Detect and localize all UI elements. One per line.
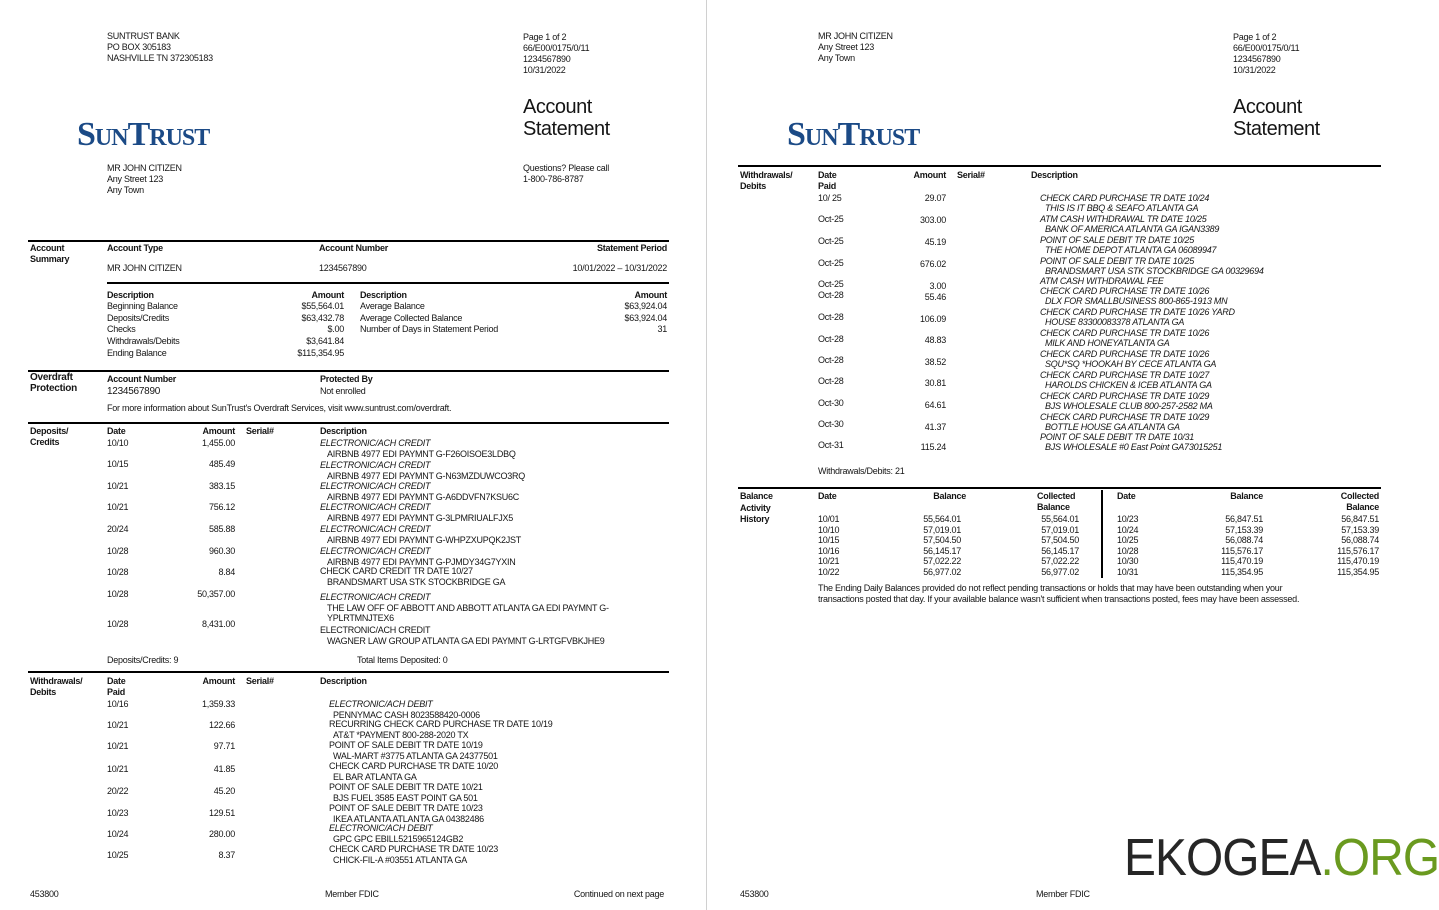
balance-date: 10/21	[818, 556, 840, 567]
total-items-deposited: Total Items Deposited: 0	[357, 655, 448, 665]
date-header: Date	[1117, 491, 1136, 501]
transaction-amount: 55.46	[924, 292, 946, 302]
collected-header: Balance	[1346, 502, 1379, 512]
summary-amount: 31	[657, 324, 667, 335]
statement-title: Account	[1233, 96, 1302, 118]
transaction-amount: 485.49	[208, 459, 235, 469]
customer-address-line: Any Town	[107, 185, 144, 195]
balance-amount: 56,977.02	[923, 567, 961, 577]
serial-header: Serial#	[957, 170, 985, 180]
transaction-description: CHICK-FIL-A #03551 ATLANTA GA	[333, 854, 467, 865]
summary-divider	[28, 240, 669, 242]
transaction-amount: 8,431.00	[201, 619, 235, 629]
balance-amount: 115,576.17	[1221, 545, 1263, 556]
transaction-date: 10/28	[107, 589, 129, 599]
transaction-description: ATM CASH WITHDRAWAL TR DATE 10/25	[1040, 214, 1207, 224]
transaction-description: AT&T *PAYMENT 800-288-2020 TX	[333, 729, 469, 740]
date-header: Paid	[818, 181, 837, 191]
balance-disclaimer: The Ending Daily Balances provided do not reflect pending transactions or holds that may have been outstanding when your	[818, 583, 1283, 593]
transaction-description: ELECTRONIC/ACH CREDIT	[320, 460, 431, 470]
transaction-description: BJS WHOLESALE #0 East Point GA73015251	[1045, 442, 1223, 453]
amount-header: Amount	[913, 170, 946, 180]
transaction-description: RECURRING CHECK CARD PURCHASE TR DATE 10/19	[329, 719, 553, 729]
transaction-date: Oct-28	[818, 290, 844, 300]
summary-amount: $63,924.04	[624, 301, 667, 311]
balance-amount: 56,847.51	[1225, 514, 1263, 524]
balance-divider	[738, 487, 1381, 489]
transaction-date: 10/28	[107, 546, 129, 556]
transaction-date: Oct-28	[818, 376, 844, 386]
description-header: Description	[320, 676, 367, 686]
customer-address-line: Any Town	[818, 53, 855, 63]
transaction-description: POINT OF SALE DEBIT TR DATE 10/23	[329, 803, 483, 813]
page-info-line: 1234567890	[1233, 54, 1281, 64]
section-label: Balance	[740, 491, 773, 501]
questions-line: Questions? Please call	[523, 163, 610, 173]
section-label: Account	[30, 243, 65, 253]
transaction-date: 10/ 25	[818, 193, 842, 203]
amount-header: Amount	[202, 676, 235, 686]
balance-amount: 56,145.17	[923, 545, 961, 556]
transaction-description: ELECTRONIC/ACH CREDIT	[320, 481, 431, 491]
transaction-amount: 45.19	[924, 237, 946, 247]
transaction-description: CHECK CARD CREDIT TR DATE 10/27	[320, 566, 473, 576]
protected-by-value: Not enrolled	[320, 386, 366, 396]
transaction-description: THE HOME DEPOT ATLANTA GA 06089947	[1045, 245, 1217, 256]
summary-amount: $63,924.04	[624, 312, 667, 323]
section-label: Overdraft	[30, 372, 73, 383]
date-header: Date	[818, 491, 837, 501]
balance-date: 10/01	[818, 514, 840, 524]
suntrust-logo: SunTrust	[77, 116, 210, 153]
transaction-description: GPC GPC EBILL5215965124GB2	[333, 833, 464, 844]
balance-date: 10/30	[1117, 556, 1139, 567]
page-info-line: 66/E00/0175/0/11	[1233, 43, 1300, 53]
transaction-description: PENNYMAC CASH 8023588420-0006	[333, 709, 480, 720]
description-header: Description	[1031, 170, 1078, 180]
transaction-description: ELECTRONIC/ACH CREDIT	[320, 438, 431, 448]
transaction-description: ELECTRONIC/ACH CREDIT	[320, 546, 431, 556]
summary-amount: $3,641.84	[306, 336, 344, 347]
account-number: 1234567890	[319, 263, 367, 273]
transaction-description: AIRBNB 4977 EDI PAYMNT G-PJMDY34G7YXIN	[327, 556, 516, 567]
page-info-line: 10/31/2022	[1233, 65, 1276, 75]
date-header: Date	[818, 170, 837, 180]
footer-member-fdic: Member FDIC	[325, 889, 379, 899]
balance-amount: 115,354.95	[1221, 567, 1263, 577]
protected-by-header: Protected By	[320, 374, 373, 384]
summary-amount: $55,564.01	[301, 301, 344, 311]
balance-amount: 57,019.01	[923, 524, 961, 535]
section-label: Credits	[30, 437, 60, 447]
watermark-logo	[1124, 828, 1439, 888]
footer-code: 453800	[30, 889, 59, 899]
transaction-date: Oct-31	[818, 440, 844, 450]
statement-period: 10/01/2022 – 10/31/2022	[572, 263, 667, 273]
transaction-amount: 48.83	[924, 335, 946, 345]
balance-amount: 115,470.19	[1221, 556, 1263, 567]
transaction-description: DLX FOR SMALLBUSINESS 800-865-1913 MN	[1045, 296, 1228, 307]
summary-description: Deposits/Credits	[107, 312, 170, 323]
serial-header: Serial#	[246, 676, 274, 686]
footer-continued: Continued on next page	[573, 889, 664, 899]
transaction-amount: 41.37	[924, 422, 946, 432]
bank-address-line: PO BOX 305183	[107, 42, 171, 52]
transaction-amount: 50,357.00	[197, 589, 235, 599]
deposits-count: Deposits/Credits: 9	[107, 655, 179, 665]
customer-address-line: MR JOHN CITIZEN	[818, 31, 893, 41]
transaction-description: AIRBNB 4977 EDI PAYMNT G-A6DDVFN7KSU6C	[327, 491, 520, 502]
transaction-date: Oct-30	[818, 419, 844, 429]
transaction-description: AIRBNB 4977 EDI PAYMNT G-F26OISOE3LDBQ	[327, 448, 516, 459]
balance-header: Balance	[1230, 491, 1263, 501]
transaction-amount: 8.37	[218, 850, 235, 860]
section-label: Debits	[740, 181, 767, 191]
transaction-amount: 30.81	[924, 378, 946, 388]
section-label: Withdrawals/	[30, 676, 83, 686]
statement-title: Statement	[1233, 118, 1320, 140]
transaction-date: Oct-25	[818, 214, 844, 224]
transaction-amount: 383.15	[208, 481, 235, 491]
transaction-date: 10/21	[107, 720, 129, 730]
date-header: Date	[107, 676, 126, 686]
transaction-date: 10/16	[107, 699, 129, 709]
page-info-line: Page 1 of 2	[523, 32, 567, 42]
transaction-date: Oct-28	[818, 334, 844, 344]
transaction-date: Oct-28	[818, 355, 844, 365]
date-header: Date	[107, 426, 126, 436]
description-header: Description	[360, 290, 407, 300]
collected-balance: 115,470.19	[1337, 556, 1379, 567]
summary-description: Checks	[107, 324, 136, 335]
transaction-amount: 106.09	[919, 314, 946, 324]
transaction-amount: 64.61	[924, 400, 946, 410]
transaction-description: ELECTRONIC/ACH CREDIT	[320, 502, 431, 512]
transaction-description: BANK OF AMERICA ATLANTA GA IGAN3389	[1045, 224, 1220, 235]
balance-date: 10/15	[818, 535, 840, 546]
transaction-description: AIRBNB 4977 EDI PAYMNT G-N63MZDUWCO3RQ	[327, 470, 526, 481]
bank-address-line: NASHVILLE TN 372305183	[107, 53, 213, 63]
transaction-amount: 129.51	[208, 808, 235, 818]
transaction-description: WAGNER LAW GROUP ATLANTA GA EDI PAYMNT G-LRTGFVBKJHE9	[327, 635, 605, 646]
serial-header: Serial#	[246, 426, 274, 436]
page-separator	[706, 0, 707, 910]
transaction-description: CHECK CARD PURCHASE TR DATE 10/26	[1040, 328, 1210, 338]
date-header: Paid	[107, 687, 126, 697]
overdraft-account-header: Account Number	[107, 374, 177, 384]
transaction-date: Oct-25	[818, 279, 844, 289]
amount-header: Amount	[202, 426, 235, 436]
transaction-amount: 303.00	[919, 215, 946, 225]
collected-balance: 115,576.17	[1337, 545, 1379, 556]
column-divider	[1101, 490, 1103, 578]
statement-title: Account	[523, 96, 592, 118]
balance-date: 10/31	[1117, 567, 1139, 577]
account-number-header: Account Number	[319, 243, 389, 253]
transaction-date: Oct-25	[818, 236, 844, 246]
transaction-amount: 45.20	[213, 786, 235, 796]
balance-amount: 56,088.74	[1225, 535, 1263, 546]
summary-subdivider	[107, 282, 669, 284]
transaction-date: 10/21	[107, 764, 129, 774]
transaction-description: POINT OF SALE DEBIT TR DATE 10/25	[1040, 256, 1194, 266]
collected-balance: 57,022.22	[1041, 556, 1079, 567]
balance-amount: 55,564.01	[923, 514, 961, 524]
transaction-date: 10/24	[107, 829, 129, 839]
section-label: Summary	[30, 254, 70, 264]
section-label: Deposits/	[30, 426, 69, 436]
customer-address-line: MR JOHN CITIZEN	[107, 163, 182, 173]
balance-disclaimer: transactions posted that day. If your available balance wasn't sufficient when transactions posted, fees may have been assessed.	[818, 593, 1300, 604]
transaction-description: CHECK CARD PURCHASE TR DATE 10/29	[1040, 391, 1210, 401]
collected-balance: 56,088.74	[1341, 535, 1379, 546]
watermark-tld: .ORG	[1320, 829, 1439, 887]
section-label: Withdrawals/	[740, 170, 793, 180]
transaction-description: CHECK CARD PURCHASE TR DATE 10/23	[329, 844, 498, 854]
balance-amount: 57,153.39	[1225, 524, 1263, 535]
transaction-date: Oct-30	[818, 398, 844, 408]
footer-code: 453800	[740, 889, 769, 899]
transaction-amount: 1,455.00	[201, 438, 235, 448]
transaction-amount: 960.30	[208, 546, 235, 556]
transaction-date: 20/22	[107, 786, 129, 796]
transaction-description: ELECTRONIC/ACH DEBIT	[329, 823, 433, 833]
transaction-description: POINT OF SALE DEBIT TR DATE 10/31	[1040, 432, 1194, 442]
transaction-amount: 97.71	[213, 741, 235, 751]
collected-balance: 56,145.17	[1041, 545, 1079, 556]
transaction-description: AIRBNB 4977 EDI PAYMNT G-3LPMRIUALFJX5	[327, 512, 514, 523]
bank-address-line: SUNTRUST BANK	[107, 31, 180, 41]
withdrawals-divider	[738, 165, 1381, 167]
transaction-amount: 38.52	[924, 357, 946, 367]
transaction-amount: 1,359.33	[201, 699, 235, 709]
transaction-description: CHECK CARD PURCHASE TR DATE 10/27	[1040, 370, 1210, 380]
collected-balance: 56,977.02	[1041, 567, 1079, 577]
transaction-amount: 29.07	[924, 193, 946, 203]
summary-amount: $.00	[327, 324, 344, 335]
description-header: Description	[320, 426, 367, 436]
transaction-description: EL BAR ATLANTA GA	[333, 771, 417, 782]
transaction-description: ELECTRONIC/ACH CREDIT	[320, 625, 431, 635]
transaction-date: 10/15	[107, 459, 129, 469]
balance-header: Balance	[933, 491, 966, 501]
transaction-description: POINT OF SALE DEBIT TR DATE 10/21	[329, 782, 483, 792]
balance-date: 10/23	[1117, 514, 1139, 524]
transaction-date: 10/21	[107, 502, 129, 512]
transaction-amount: 41.85	[213, 764, 235, 774]
suntrust-logo: SunTrust	[787, 116, 920, 153]
transaction-date: 10/23	[107, 808, 129, 818]
collected-header: Collected	[1037, 491, 1076, 501]
page-info-line: 10/31/2022	[523, 65, 566, 75]
statement-title: Statement	[523, 118, 610, 140]
transaction-description: ELECTRONIC/ACH DEBIT	[329, 699, 433, 709]
account-type-header: Account Type	[107, 243, 163, 253]
overdraft-account-number: 1234567890	[107, 386, 161, 397]
transaction-description: ELECTRONIC/ACH CREDIT	[320, 524, 431, 534]
section-label: Protection	[30, 383, 77, 394]
collected-header: Balance	[1037, 502, 1070, 512]
transaction-date: 10/28	[107, 567, 129, 577]
page-info-line: Page 1 of 2	[1233, 32, 1277, 42]
summary-description: Withdrawals/Debits	[107, 336, 180, 347]
transaction-amount: 585.88	[208, 524, 235, 534]
balance-amount: 57,504.50	[923, 535, 961, 546]
transaction-description: BRANDSMART USA STK STOCKBRIDGE GA 00329694	[1045, 266, 1264, 277]
withdrawals-count: Withdrawals/Debits: 21	[818, 466, 905, 476]
balance-date: 10/25	[1117, 535, 1139, 546]
section-label: Activity	[740, 502, 771, 513]
transaction-description: BRANDSMART USA STK STOCKBRIDGE GA	[327, 576, 506, 587]
transaction-description: BOTTLE HOUSE GA ATLANTA GA	[1045, 422, 1180, 433]
transaction-description: CHECK CARD PURCHASE TR DATE 10/26	[1040, 349, 1210, 359]
withdrawals-divider	[28, 671, 669, 673]
collected-balance: 57,153.39	[1341, 524, 1379, 535]
watermark-name: EKOGEA	[1124, 829, 1321, 887]
transaction-description: POINT OF SALE DEBIT TR DATE 10/19	[329, 740, 483, 750]
amount-header: Amount	[634, 290, 667, 300]
transaction-description: MILK AND HONEYATLANTA GA	[1045, 338, 1170, 349]
description-header: Description	[107, 290, 154, 300]
summary-description: Ending Balance	[107, 347, 167, 358]
transaction-amount: 756.12	[208, 502, 235, 512]
page-info-line: 66/E00/0175/0/11	[523, 43, 590, 53]
section-label: Debits	[30, 687, 57, 697]
summary-description: Average Balance	[360, 301, 425, 311]
transaction-description: ATM CASH WITHDRAWAL FEE	[1040, 276, 1164, 286]
transaction-date: 10/10	[107, 438, 129, 448]
statement-period-header: Statement Period	[596, 243, 667, 253]
collected-balance: 55,564.01	[1041, 514, 1079, 524]
collected-balance: 115,354.95	[1337, 567, 1379, 577]
transaction-description: CHECK CARD PURCHASE TR DATE 10/26 YARD	[1040, 307, 1235, 317]
summary-description: Number of Days in Statement Period	[360, 324, 499, 335]
page-info-line: 1234567890	[523, 54, 571, 64]
transaction-amount: 280.00	[208, 829, 235, 839]
transaction-description: YPLRTMNJTEX6	[327, 613, 394, 624]
transaction-description: CHECK CARD PURCHASE TR DATE 10/24	[1040, 193, 1210, 203]
transaction-date: 20/24	[107, 524, 129, 534]
questions-line: 1-800-786-8787	[523, 174, 584, 184]
transaction-description: AIRBNB 4977 EDI PAYMNT G-WHPZXUPQK2JST	[327, 534, 522, 545]
transaction-description: CHECK CARD PURCHASE TR DATE 10/26	[1040, 286, 1210, 296]
balance-date: 10/24	[1117, 524, 1139, 535]
balance-date: 10/28	[1117, 545, 1139, 556]
transaction-description: BJS FUEL 3585 EAST POINT GA 501	[333, 792, 478, 803]
summary-amount: $115,354.95	[297, 347, 344, 358]
summary-description: Average Collected Balance	[360, 312, 463, 323]
balance-date: 10/16	[818, 545, 840, 556]
transaction-date: 10/21	[107, 481, 129, 491]
transaction-date: 10/28	[107, 619, 129, 629]
balance-date: 10/10	[818, 524, 840, 535]
collected-header: Collected	[1340, 491, 1379, 501]
amount-header: Amount	[311, 290, 344, 300]
summary-description: Beginning Balance	[107, 301, 178, 311]
transaction-amount: 8.84	[218, 567, 235, 577]
transaction-date: 10/25	[107, 850, 129, 860]
account-type: MR JOHN CITIZEN	[107, 263, 182, 273]
deposits-divider	[28, 422, 669, 424]
transaction-description: SQU*SQ *HOOKAH BY CECE ATLANTA GA	[1045, 359, 1217, 370]
balance-amount: 57,022.22	[923, 556, 961, 567]
transaction-date: 10/21	[107, 741, 129, 751]
transaction-description: THIS IS IT BBQ & SEAFO ATLANTA GA	[1045, 203, 1199, 214]
summary-amount: $63,432.78	[301, 312, 344, 323]
transaction-description: HAROLDS CHICKEN & ICEB ATLANTA GA	[1045, 380, 1212, 391]
transaction-date: Oct-25	[818, 258, 844, 268]
collected-balance: 57,019.01	[1041, 524, 1079, 535]
transaction-description: HOUSE 83300083378 ATLANTA GA	[1045, 317, 1185, 328]
transaction-amount: 115.24	[920, 442, 946, 452]
transaction-date: Oct-28	[818, 312, 844, 322]
transaction-description: POINT OF SALE DEBIT TR DATE 10/25	[1040, 235, 1194, 245]
customer-address-line: Any Street 123	[818, 42, 875, 52]
transaction-description: CHECK CARD PURCHASE TR DATE 10/20	[329, 761, 498, 771]
transaction-amount: 3.00	[929, 281, 946, 291]
transaction-description: WAL-MART #3775 ATLANTA GA 24377501	[333, 750, 498, 761]
transaction-description: IKEA ATLANTA ATLANTA GA 04382486	[333, 813, 484, 824]
section-label: History	[740, 514, 770, 524]
transaction-description: CHECK CARD PURCHASE TR DATE 10/29	[1040, 412, 1210, 422]
footer-member-fdic: Member FDIC	[1036, 889, 1090, 899]
collected-balance: 57,504.50	[1041, 535, 1079, 546]
overdraft-divider	[28, 370, 669, 372]
balance-date: 10/22	[818, 567, 840, 577]
customer-address-line: Any Street 123	[107, 174, 164, 184]
overdraft-info: For more information about SunTrust's Overdraft Services, visit www.suntrust.com/overdraft.	[107, 403, 452, 413]
transaction-amount: 122.66	[208, 720, 235, 730]
collected-balance: 56,847.51	[1341, 514, 1379, 524]
transaction-description: BJS WHOLESALE CLUB 800-257-2582 MA	[1045, 401, 1213, 412]
transaction-description: ELECTRONIC/ACH CREDIT	[320, 592, 431, 602]
transaction-amount: 676.02	[919, 259, 946, 269]
transaction-description: THE LAW OFF OF ABBOTT AND ABBOTT ATLANTA GA EDI PAYMNT G-	[327, 602, 609, 613]
